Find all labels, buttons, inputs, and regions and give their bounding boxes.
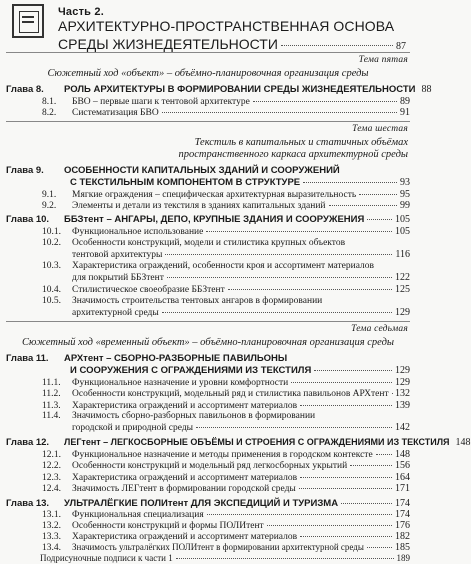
page-number: 125: [395, 284, 410, 295]
page-number: 95: [400, 189, 410, 200]
section-row[interactable]: [6, 449, 410, 460]
chapter-title: УЛЬТРАЛЁГКИЕ ПОЛИтент ДЛЯ ЭКСПЕДИЦИЙ И ТУРИЗМА: [64, 498, 339, 509]
chapter-8-row[interactable]: [6, 84, 432, 95]
page-number: 164: [395, 472, 410, 483]
section-title: Особенности конструкций и модельный ряд легкосборных укрытий: [72, 461, 348, 471]
section-number: 10.4.: [42, 285, 61, 295]
leader-dots: [329, 204, 398, 206]
leader-dots: [206, 230, 392, 232]
theme6-text-line2: пространственного каркаса архитектурной среды: [178, 149, 408, 160]
leader-dots: [367, 546, 392, 548]
chapter-9-row-cont[interactable]: [6, 177, 410, 188]
leader-dots: [303, 181, 397, 183]
section-title: БВО – первые шаги к тентовой архитектуре: [72, 97, 250, 107]
chapter-label: Глава 8.: [6, 84, 44, 95]
section-row[interactable]: [6, 520, 410, 531]
chapter-9-row[interactable]: [6, 165, 410, 176]
page-number: 139: [395, 400, 410, 411]
page-number: 174: [395, 498, 410, 509]
chapter-label: Глава 10.: [6, 214, 50, 225]
section-number: 12.1.: [42, 450, 61, 460]
theme6-text-line1: Текстиль в капитальных и статичных объёмах: [194, 137, 408, 148]
section-number: 12.3.: [42, 473, 61, 483]
section-row[interactable]: [6, 107, 410, 118]
page-number: 93: [400, 177, 410, 188]
section-title: Особенности конструкций, модельный ряд и стилистика павильонов АРХтент: [72, 389, 389, 399]
section-title: Характеристика ограждений и ассортимент материалов: [72, 532, 298, 542]
part-title-line1: АРХИТЕКТУРНО-ПРОСТРАНСТВЕННАЯ ОСНОВА: [58, 18, 395, 34]
theme7-text: Сюжетный ход «временный объект» – объёмно-планировочная организация среды: [21, 337, 395, 348]
page-number: 99: [400, 200, 410, 211]
chapter-label: Глава 11.: [6, 353, 49, 364]
section-title: Особенности конструкций, модели и стилистика крупных объектов: [72, 238, 346, 248]
section-title-cont: архитектурной среды: [72, 308, 159, 318]
chapter-11-row-cont[interactable]: [6, 365, 410, 376]
tail-row[interactable]: [40, 553, 410, 563]
leader-dots: [299, 487, 392, 489]
section-number: 11.4.: [42, 411, 61, 421]
section-row[interactable]: [6, 238, 410, 248]
part-page-number: 87: [396, 41, 406, 52]
section-title: Функциональная специализация: [72, 510, 204, 520]
section-row[interactable]: [6, 284, 410, 295]
section-row[interactable]: [6, 261, 410, 271]
section-row[interactable]: [6, 96, 410, 107]
leader-dots: [300, 476, 392, 478]
leader-dots: [207, 513, 392, 515]
section-number: 9.2.: [42, 201, 57, 211]
leader-dots: [314, 369, 392, 371]
page-number: 88: [421, 84, 432, 95]
section-row-cont[interactable]: [6, 272, 410, 283]
section-number: 11.2.: [42, 389, 61, 399]
chapter-label: Глава 13.: [6, 498, 50, 509]
page-number: 129: [395, 307, 410, 318]
section-number: 10.5.: [42, 296, 61, 306]
page-number: 182: [395, 531, 410, 542]
page-number: 148: [455, 437, 471, 448]
part-title-row[interactable]: [58, 36, 406, 52]
divider: [6, 52, 410, 53]
section-title: Значимость сборно-разборных павильонов в формировании: [72, 411, 316, 421]
chapter-10-row[interactable]: [6, 214, 410, 225]
page-number: 91: [400, 107, 410, 118]
section-row[interactable]: [6, 542, 410, 553]
chapter-title-line1: АРХтент – СБОРНО-РАЗБОРНЫЕ ПАВИЛЬОНЫ: [64, 353, 288, 364]
section-title: Функциональное использование: [72, 227, 204, 237]
section-row[interactable]: [6, 200, 410, 211]
leader-dots: [162, 111, 397, 113]
leader-dots: [176, 557, 394, 559]
divider: [6, 121, 410, 122]
section-number: 8.2.: [42, 108, 57, 118]
section-number: 11.1.: [42, 378, 61, 388]
leader-dots: [341, 502, 392, 504]
section-number: 10.2.: [42, 238, 61, 248]
leader-dots: [165, 253, 392, 255]
section-row[interactable]: [6, 531, 410, 542]
section-row[interactable]: [6, 296, 410, 306]
section-title: Стилистическое своеобразие ББЗтент: [72, 285, 225, 295]
section-row[interactable]: [6, 226, 410, 237]
section-row[interactable]: [6, 460, 410, 471]
section-title-cont: городской и природной среды: [72, 423, 194, 433]
section-title: Элементы и детали из текстиля в зданиях капитальных зданий: [72, 201, 326, 211]
leader-dots: [196, 426, 392, 428]
section-title-cont: тентовой архитектуры: [72, 250, 163, 260]
section-title: Функциональное назначение и уровни комфортности: [72, 378, 289, 388]
leader-dots: [228, 288, 392, 290]
section-title: Функциональное назначение и методы применения в городском контексте: [72, 450, 373, 460]
section-number: 9.1.: [42, 190, 57, 200]
leader-dots: [300, 535, 392, 537]
page-number: 185: [395, 542, 410, 553]
leader-dots: [267, 524, 392, 526]
section-number: 10.3.: [42, 261, 61, 271]
page-number: 89: [400, 96, 410, 107]
section-title: Значимость ультралёгких ПОЛИтент в формировании архитектурной среды: [72, 542, 364, 552]
section-title-cont: для покрытий ББЗтент: [72, 273, 164, 283]
section-number: 13.2.: [42, 521, 61, 531]
page-number: 129: [395, 365, 410, 376]
chapter-title-line1: ОСОБЕННОСТИ КАПИТАЛЬНЫХ ЗДАНИЙ И СООРУЖЕНИЙ: [64, 165, 340, 176]
leader-dots: [167, 276, 392, 278]
section-row-cont[interactable]: [6, 307, 410, 318]
book-logo-icon: [12, 4, 44, 38]
section-title: Значимость строительства тентовых ангаров в формировании: [72, 296, 323, 306]
chapter-label: Глава 12.: [6, 437, 50, 448]
section-title: Характеристика ограждений, особенности кроя и ассортимент материалов: [72, 261, 374, 271]
section-row[interactable]: [6, 411, 410, 421]
section-number: 13.3.: [42, 532, 61, 542]
section-row[interactable]: [6, 483, 410, 494]
page-number: 116: [395, 249, 410, 260]
theme7-tag: Тема седьмая: [351, 324, 408, 334]
section-row[interactable]: [6, 388, 410, 399]
section-row[interactable]: [6, 509, 410, 520]
page-number: 148: [395, 449, 410, 460]
section-number: 12.2.: [42, 461, 61, 471]
leader-dots: [300, 404, 392, 406]
section-title: Характеристика ограждений и ассортимент материалов: [72, 401, 298, 411]
page-number: 156: [395, 460, 410, 471]
theme5-tag: Тема пятая: [358, 55, 408, 65]
section-number: 8.1.: [42, 97, 57, 107]
chapter-title: ЛЕГтент – ЛЕГКОСБОРНЫЕ ОБЪЁМЫ И СТРОЕНИЯ С ОГРАЖДЕНИЯМИ ИЗ ТЕКСТИЛЯ: [64, 437, 450, 447]
page-number: 105: [395, 226, 410, 237]
section-title: Систематизация БВО: [72, 108, 159, 118]
leader-dots: [376, 453, 392, 455]
section-row[interactable]: [6, 472, 410, 483]
leader-dots: [350, 464, 392, 466]
section-number: 10.1.: [42, 227, 61, 237]
chapter-12-row[interactable]: [6, 437, 471, 448]
section-title: Мягкие ограждения – специфическая архитектурная выразительность: [72, 190, 357, 200]
page-number: 132: [395, 388, 410, 399]
chapter-title-line2: И СООРУЖЕНИЯ С ОГРАЖДЕНИЯМИ ИЗ ТЕКСТИЛЯ: [70, 365, 312, 376]
page-number: 174: [395, 509, 410, 520]
page-number: 105: [395, 214, 410, 225]
chapter-label: Глава 9.: [6, 165, 44, 176]
section-title: Особенности конструкций и формы ПОЛИтент: [72, 521, 264, 531]
chapter-13-row[interactable]: [6, 498, 410, 509]
leader-dots: [162, 311, 392, 313]
section-number: 11.3.: [42, 401, 61, 411]
leader-dots: [291, 381, 392, 383]
page-number: 176: [395, 520, 410, 531]
page-number: 129: [395, 377, 410, 388]
leader-dots: [367, 218, 392, 220]
section-row[interactable]: [6, 400, 410, 411]
chapter-title: ББЗтент – АНГАРЫ, ДЕПО, КРУПНЫЕ ЗДАНИЯ И СООРУЖЕНИЯ: [64, 214, 365, 225]
theme5-text: Сюжетный ход «объект» – объёмно-планировочная организация среды: [47, 68, 369, 79]
chapter-11-row[interactable]: [6, 353, 410, 364]
chapter-title-line2: С ТЕКСТИЛЬНЫМ КОМПОНЕНТОМ В СТРУКТУРЕ: [70, 177, 301, 188]
section-row-cont[interactable]: [6, 422, 410, 433]
page-number: 171: [395, 483, 410, 494]
section-number: 12.4.: [42, 484, 61, 494]
theme6-tag: Тема шестая: [352, 124, 408, 134]
page-number: 122: [395, 272, 410, 283]
leader-dots: [281, 44, 393, 46]
part-title-line2: СРЕДЫ ЖИЗНЕДЕЯТЕЛЬНОСТИ: [58, 36, 278, 52]
part-header: [8, 4, 412, 52]
section-number: 13.1.: [42, 510, 61, 520]
leader-dots: [253, 100, 397, 102]
section-title: Значимость ЛЕГтент в формировании городской среды: [72, 484, 296, 494]
tail-title: Подрисуночные подписи к части 1: [40, 553, 173, 563]
divider: [6, 321, 410, 322]
part-label: Часть 2.: [58, 6, 104, 18]
section-title: Характеристика ограждений и ассортимент материалов: [72, 473, 298, 483]
page-number: 142: [395, 422, 410, 433]
chapter-title: РОЛЬ АРХИТЕКТУРЫ В ФОРМИРОВАНИИ СРЕДЫ ЖИЗНЕДЕЯТЕЛЬНОСТИ: [64, 84, 416, 95]
section-number: 13.4.: [42, 543, 61, 553]
leader-dots: [359, 193, 397, 195]
section-row[interactable]: [6, 189, 410, 200]
section-row[interactable]: [6, 377, 410, 388]
section-row-cont[interactable]: [6, 249, 410, 260]
page-number: 189: [396, 553, 410, 563]
